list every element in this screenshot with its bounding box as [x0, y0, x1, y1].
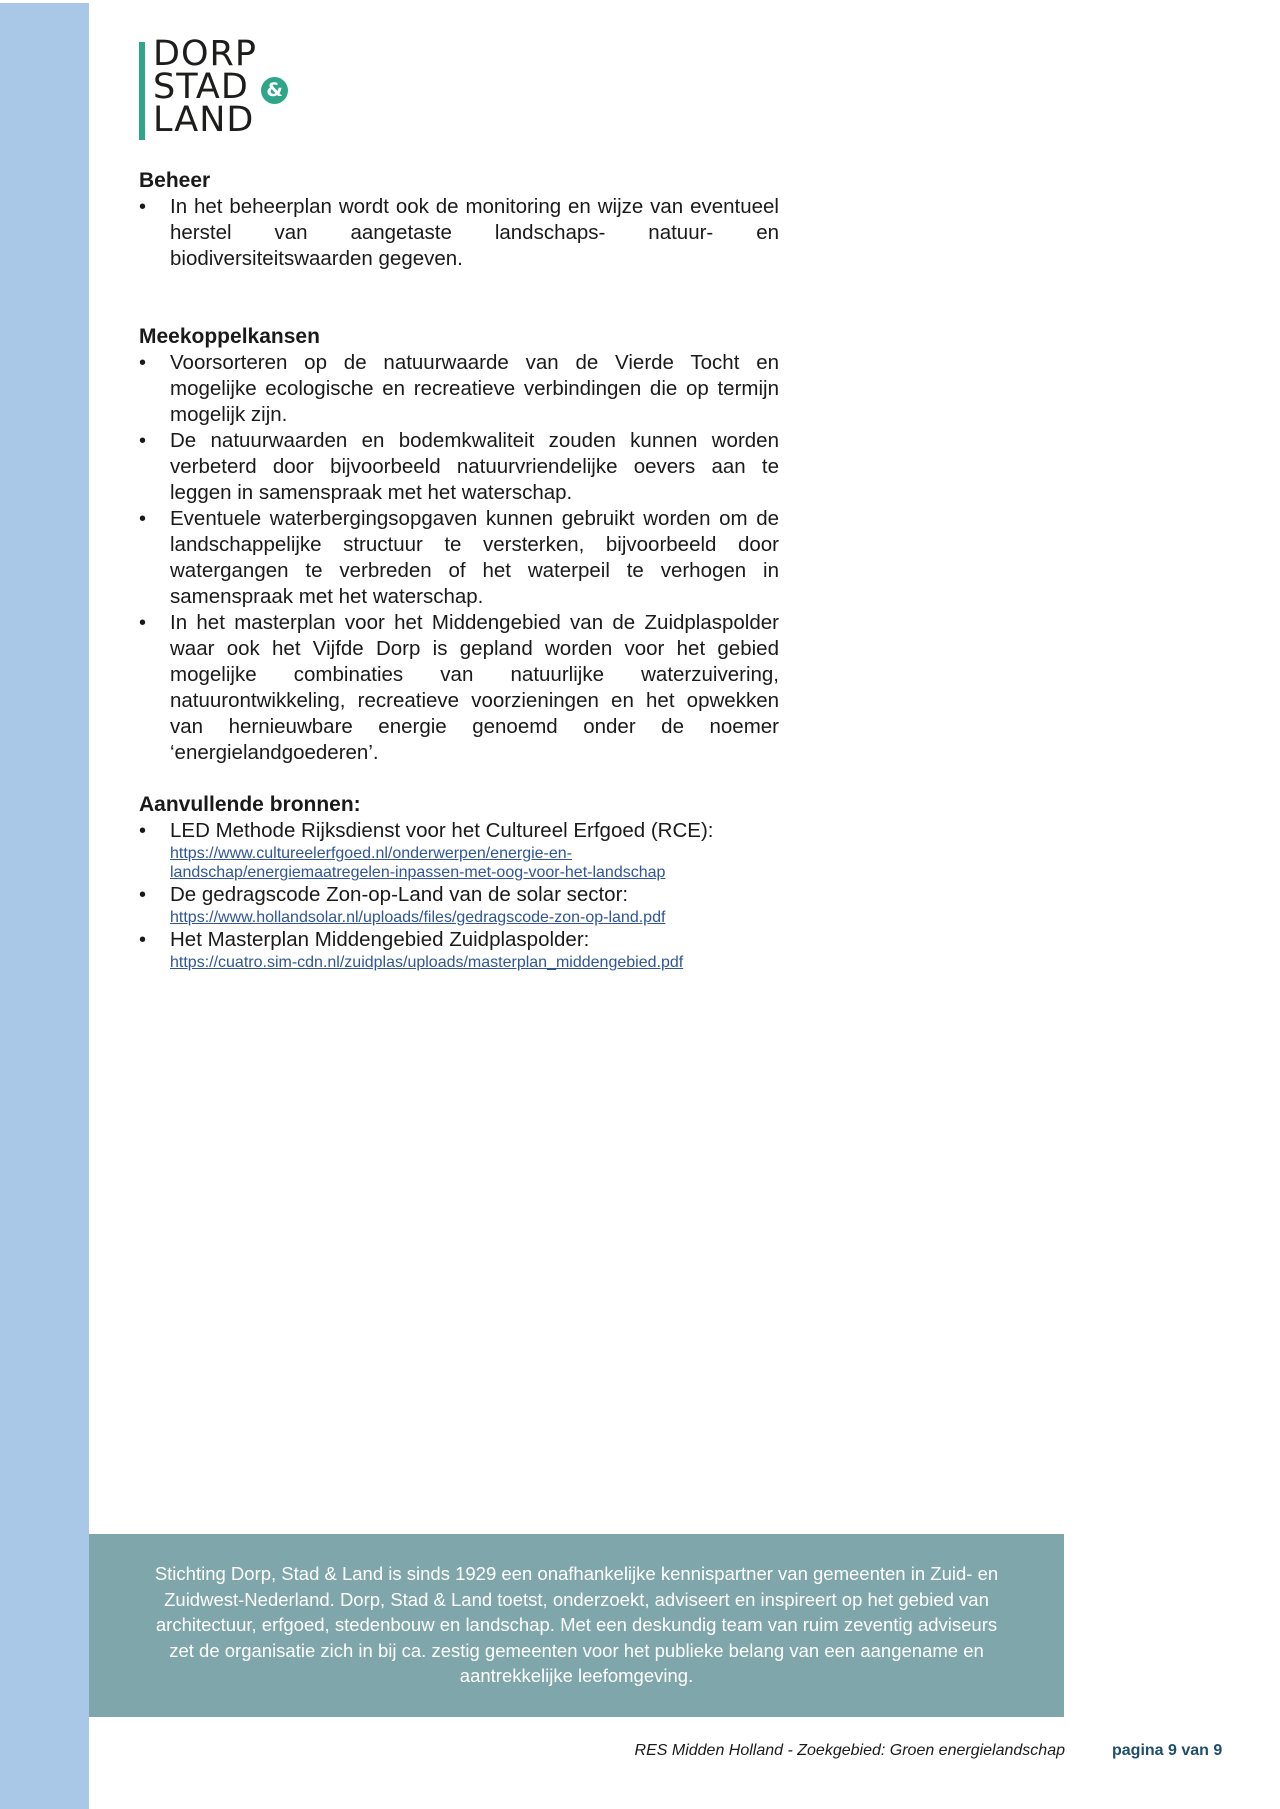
footer-about-box	[89, 1534, 1064, 1717]
list-meekoppelkansen	[139, 350, 779, 766]
source-label: • De gedragscode Zon-op-Land van de solar sector:	[170, 883, 629, 906]
list-item: • Voorsorteren op de natuurwaarde van de Vierde Tocht en mogelijke ecologische en recreatieve verbindingen die op termijn mogelijk zijn.	[139, 350, 779, 428]
logo-wordmark	[153, 34, 257, 140]
section-beheer	[139, 168, 779, 272]
logo-accent-bar	[139, 42, 145, 140]
list-item: • Eventuele waterbergingsopgaven kunnen gebruikt worden om de landschappelijke structuur te versterken, bijvoorbeeld door watergangen te verbreden of het waterpeil te verhogen in samenspraak met het waterschap.	[139, 506, 779, 610]
page-content	[139, 168, 779, 972]
list-item: • In het masterplan voor het Middengebied van de Zuidplaspolder waar ook het Vijfde Dorp is gepland worden voor het gebied mogelijke combinaties van natuurlijke waterzuivering, natuurontwikkeling, recreatieve voorzieningen en het opwekken van hernieuwbare energie genoemd onder de noemer ‘energielandgoederen’.	[139, 610, 779, 766]
logo-line-land: LAND	[153, 100, 255, 140]
footer-about-text: Stichting Dorp, Stad & Land is sinds 1929 een onafhankelijke kennispartner van gemeenten in Zuid- en Zuidwest-Nederland. Dorp, Stad & Land toetst, onderzoekt, adviseert en inspireert op het gebied van architectuur, erfgoed, stedenbouw en landschap. Met een deskundig team van ruim zeventig adviseurs zet de organisatie zich in bij ca. zestig gemeenten voor het publieke belang van een aangename en aantrekkelijke leefomgeving.	[154, 1563, 999, 1686]
logo-line-dorp: DORP	[153, 34, 257, 74]
list-item: • De natuurwaarden en bodemkwaliteit zouden kunnen worden verbeterd door bijvoorbeeld natuurvriendelijke oevers aan te leggen in samenspraak met het waterschap.	[139, 428, 779, 506]
dorp-stad-land-logo	[139, 34, 299, 144]
footer-document-title: RES Midden Holland - Zoekgebied: Groen energielandschap	[634, 1742, 1065, 1759]
source-link-masterplan[interactable]: https://cuatro.sim-cdn.nl/zuidplas/uploads/masterplan_middengebied.pdf	[170, 954, 684, 971]
source-item	[139, 818, 779, 882]
list-item: • In het beheerplan wordt ook de monitoring en wijze van eventueel herstel van aangetaste landschaps- natuur- en biodiversiteitswaarden gegeven.	[139, 194, 779, 272]
list-beheer	[139, 194, 779, 272]
source-label: • Het Masterplan Middengebied Zuidplaspolder:	[170, 928, 590, 951]
heading-aanvullende-bronnen: Aanvullende bronnen:	[139, 793, 361, 816]
heading-meekoppelkansen: Meekoppelkansen	[139, 325, 320, 348]
source-link-rce[interactable]: https://www.cultureelerfgoed.nl/onderwerpen/energie-en-landschap/energiemaatregelen-inpassen-met-oog-voor-het-landschap	[170, 845, 666, 881]
page-footer	[0, 1738, 1280, 1764]
section-meekoppelkansen	[139, 324, 779, 766]
source-item	[139, 927, 779, 972]
list-bronnen	[139, 818, 779, 972]
logo-line-stad: STAD	[153, 67, 249, 107]
source-link-hollandsolar[interactable]: https://www.hollandsolar.nl/uploads/files/gedragscode-zon-op-land.pdf	[170, 909, 666, 926]
left-color-bar	[0, 3, 89, 1809]
heading-beheer: Beheer	[139, 169, 211, 192]
section-aanvullende-bronnen	[139, 792, 779, 972]
source-item	[139, 882, 779, 927]
source-label: • LED Methode Rijksdienst voor het Cultureel Erfgoed (RCE):	[170, 819, 714, 842]
page-number: pagina 9 van 9	[1112, 1742, 1223, 1759]
logo-ampersand-badge: &	[261, 77, 288, 104]
